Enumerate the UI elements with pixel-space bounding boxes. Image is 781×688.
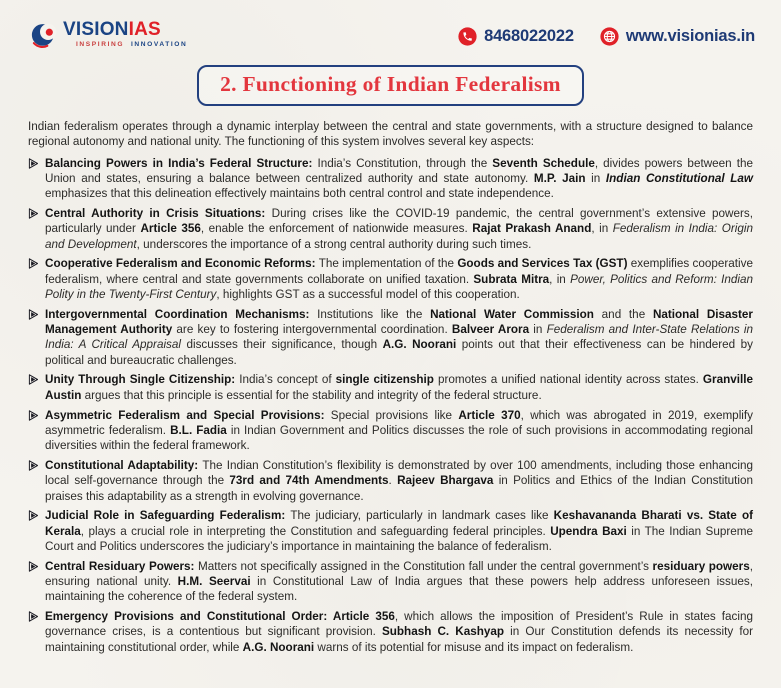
visionias-logo xyxy=(28,20,187,52)
list-item xyxy=(28,508,753,554)
list-item xyxy=(28,559,753,605)
phone-contact xyxy=(458,27,574,46)
bullet-text: Cooperative Federalism and Economic Reforms: The implementation of the Goods and Services Tax (GST) exemplifies cooperative federalism, where central and state governments collaborate on unified taxation. Subrata Mitra, in Power, Politics and Reform: Indian Polity in the Twenty-First Century, highlights GST as a successful model of this cooperation. xyxy=(44,256,754,301)
phone-number: 8468022022 xyxy=(484,27,574,45)
bullet-text: Balancing Powers in India’s Federal Structure: India’s Constitution, through the Seventh Schedule, divides powers between the Union and states, ensuring a balance between centralized authority and state autonomy. M.P. Jain in Indian Constitutional Law emphasizes that this delineation effectively maintains both central control and state independence. xyxy=(44,155,754,201)
visionias-logo-icon xyxy=(28,21,59,52)
bullet-text: Emergency Provisions and Constitutional Order: Article 356, which allows the imposition of President’s Rule in states facing governance crises, is a contentious but significant provision. Subhash C. Kashyap in Our Constitution defends its necessity for maintaining constitutional order, while A.G. Noorani warns of its potential for misuse and its impact on federalism. xyxy=(44,609,754,654)
list-item xyxy=(28,609,753,655)
list-item xyxy=(28,408,753,454)
document-content xyxy=(28,119,753,655)
play-bullet-icon xyxy=(28,208,38,219)
play-bullet-icon xyxy=(28,611,38,622)
bullet-text: Intergovernmental Coordination Mechanisms: Institutions like the National Water Commission and the National Disaster Management Authority are key to fostering intergovernmental coordination. Balveer Arora in Federalism and Inter-State Relations in India: A Critical Appraisal discusses their significance, though A.G. Noorani points out that their effectiveness can be hindered by political and bureaucratic challenges. xyxy=(44,306,754,367)
bullet-text: Constitutional Adaptability: The Indian Constitution’s flexibility is demonstrated by over 100 amendments, including those enhancing local self-governance through the 73rd and 74th Amendments. Rajeev Bhargava in Politics and Ethics of the Indian Constitution praises this adaptability as a strength in evolving governance. xyxy=(44,457,753,503)
play-bullet-icon xyxy=(28,510,38,521)
bullet-text: Central Authority in Crisis Situations: During crises like the COVID-19 pandemic, the central government’s extensive powers, particularly under Article 356, enable the enforcement of nationwide measures. Rajat Prakash Anand, in Federalism in India: Origin and Development, underscores the importance of a strong central authority during such times. xyxy=(44,205,753,251)
play-bullet-icon xyxy=(28,158,38,169)
play-bullet-icon xyxy=(28,460,38,471)
bullet-text: Unity Through Single Citizenship: India’s concept of single citizenship promotes a unified national identity across states. Granville Austin argues that this principle is essential for the stability and integrity of the federal structure. xyxy=(44,372,753,402)
play-bullet-icon xyxy=(28,258,38,269)
section-title-wrap xyxy=(0,65,781,106)
contact-info xyxy=(458,27,755,46)
list-item xyxy=(28,156,753,202)
play-bullet-icon xyxy=(28,410,38,421)
play-bullet-icon xyxy=(28,561,38,572)
section-title: 2. Functioning of Indian Federalism xyxy=(197,65,584,106)
logo-tagline: INSPIRING INNOVATION xyxy=(76,41,188,48)
bullet-text: Judicial Role in Safeguarding Federalism: The judiciary, particularly in landmark cases like Keshavananda Bharati vs. State of Kerala, plays a crucial role in interpreting the Constitution and safeguarding federal principles. Upendra Baxi in The Indian Supreme Court and Politics underscores the judiciary’s importance in maintaining the balance of federalism. xyxy=(44,508,754,553)
visionias-logo-text xyxy=(63,20,187,48)
list-item xyxy=(28,458,753,504)
page-header xyxy=(0,0,781,52)
logo-wordmark: VISIONIAS xyxy=(63,19,161,40)
play-bullet-icon xyxy=(28,374,38,385)
bullet-text: Central Residuary Powers: Matters not specifically assigned in the Constitution fall under the central government’s residuary powers, ensuring national unity. H.M. Seervai in Constitutional Law of India argues that these powers help address unforeseen issues, maintaining the coherence of the federal system. xyxy=(44,558,753,604)
bullet-text: Asymmetric Federalism and Special Provisions: Special provisions like Article 370, which was abrogated in 2019, exemplify asymmetric federalism. B.L. Fadia in Indian Government and Politics discusses the role of such provisions in accommodating regional diversities within the federal framework. xyxy=(44,407,753,453)
globe-icon xyxy=(600,27,619,46)
website-url: www.visionias.in xyxy=(625,27,755,45)
key-aspects-list xyxy=(28,156,753,655)
intro-paragraph: Indian federalism operates through a dynamic interplay between the central and state governments, with a structure designed to balance regional autonomy and national unity. The functioning of this system involves several key aspects: xyxy=(28,119,753,149)
website-contact xyxy=(600,27,755,46)
list-item xyxy=(28,206,753,252)
list-item xyxy=(28,256,753,302)
phone-icon xyxy=(458,27,477,46)
play-bullet-icon xyxy=(28,309,38,320)
list-item xyxy=(28,372,753,403)
list-item xyxy=(28,307,753,368)
